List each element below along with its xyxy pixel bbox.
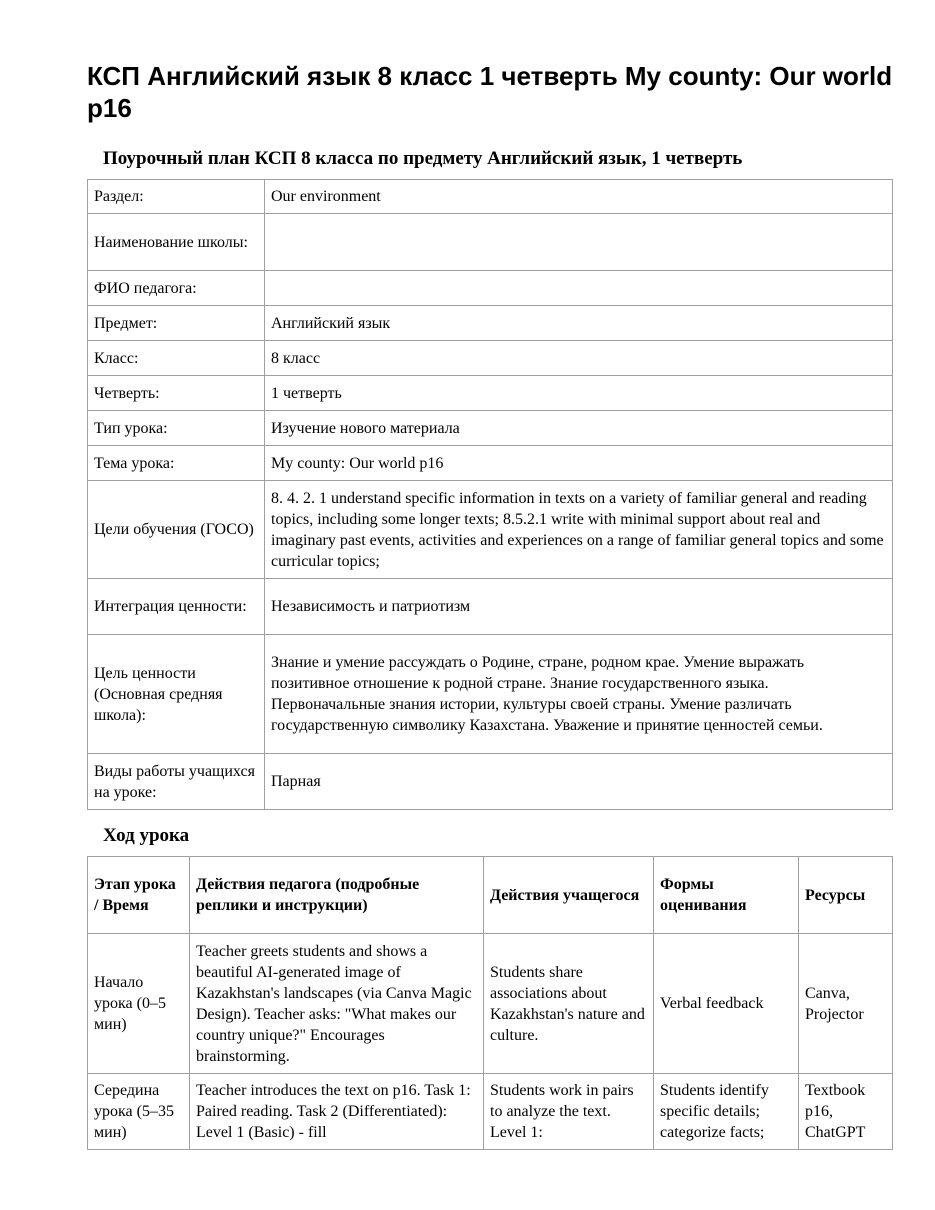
info-value: Изучение нового материала bbox=[265, 411, 893, 446]
info-key: Тип урока: bbox=[88, 411, 265, 446]
info-key: Предмет: bbox=[88, 306, 265, 341]
column-header: Действия учащегося bbox=[484, 857, 654, 934]
info-value: Независимость и патриотизм bbox=[265, 579, 893, 635]
table-row bbox=[88, 306, 893, 341]
info-value bbox=[265, 214, 893, 271]
table-cell: Canva, Projector bbox=[799, 934, 893, 1074]
table-cell: Середина урока (5–35 мин) bbox=[88, 1074, 190, 1150]
table-row bbox=[88, 446, 893, 481]
table-row bbox=[88, 376, 893, 411]
info-value: 8. 4. 2. 1 understand specific information in texts on a variety of familiar general and reading topics, including some longer texts; 8.5.2.1 write with minimal support about real and imaginary past events, activities and experiences on a range of familiar general topics and some curricular topics; bbox=[265, 481, 893, 579]
table-header-row bbox=[88, 857, 893, 934]
lesson-table bbox=[87, 856, 893, 1150]
document-title: КСП Английский язык 8 класс 1 четверть My county: Our world p16 bbox=[87, 61, 893, 123]
info-key: ФИО педагога: bbox=[88, 271, 265, 306]
table-row bbox=[88, 635, 893, 754]
table-row bbox=[88, 214, 893, 271]
info-value: Our environment bbox=[265, 180, 893, 214]
info-value bbox=[265, 271, 893, 306]
table-cell: Teacher greets students and shows a beautiful AI-generated image of Kazakhstan's landscapes (via Canva Magic Design). Teacher asks: "What makes our country unique?" Encourages brainstorming. bbox=[190, 934, 484, 1074]
table-row bbox=[88, 271, 893, 306]
table-row bbox=[88, 1074, 893, 1150]
column-header: Действия педагога (подробные реплики и инструкции) bbox=[190, 857, 484, 934]
table-row bbox=[88, 180, 893, 214]
info-key: Виды работы учащихся на уроке: bbox=[88, 754, 265, 810]
info-key: Цели обучения (ГОСО) bbox=[88, 481, 265, 579]
info-key: Тема урока: bbox=[88, 446, 265, 481]
table-cell: Verbal feedback bbox=[654, 934, 799, 1074]
table-row bbox=[88, 579, 893, 635]
info-table bbox=[87, 179, 893, 810]
info-key: Наименование школы: bbox=[88, 214, 265, 271]
column-header: Ресурсы bbox=[799, 857, 893, 934]
info-value: Английский язык bbox=[265, 306, 893, 341]
table-row bbox=[88, 754, 893, 810]
info-value: 8 класс bbox=[265, 341, 893, 376]
table-row bbox=[88, 934, 893, 1074]
info-value: My county: Our world p16 bbox=[265, 446, 893, 481]
table-cell: Students work in pairs to analyze the text. Level 1: bbox=[484, 1074, 654, 1150]
plan-subtitle: Поурочный план КСП 8 класса по предмету Английский язык, 1 четверть bbox=[103, 148, 743, 169]
column-header: Формы оценивания bbox=[654, 857, 799, 934]
info-key: Раздел: bbox=[88, 180, 265, 214]
info-value: 1 четверть bbox=[265, 376, 893, 411]
info-key: Четверть: bbox=[88, 376, 265, 411]
table-row bbox=[88, 481, 893, 579]
info-value: Знание и умение рассуждать о Родине, стране, родном крае. Умение выражать позитивное отношение к родной стране. Знание государственного языка. Первоначальные знания истории, культуры своей страны. Умение различать государственную символику Казахстана. Уважение и принятие ценностей семьи. bbox=[265, 635, 893, 754]
info-key: Интеграция ценности: bbox=[88, 579, 265, 635]
table-row bbox=[88, 411, 893, 446]
table-row bbox=[88, 341, 893, 376]
table-cell: Teacher introduces the text on p16. Task 1: Paired reading. Task 2 (Differentiated): Level 1 (Basic) - fill bbox=[190, 1074, 484, 1150]
table-cell: Students identify specific details; categorize facts; bbox=[654, 1074, 799, 1150]
lesson-progress-heading: Ход урока bbox=[103, 825, 190, 846]
info-key: Класс: bbox=[88, 341, 265, 376]
info-value: Парная bbox=[265, 754, 893, 810]
table-cell: Textbook p16, ChatGPT bbox=[799, 1074, 893, 1150]
info-key: Цель ценности (Основная средняя школа): bbox=[88, 635, 265, 754]
table-cell: Начало урока (0–5 мин) bbox=[88, 934, 190, 1074]
table-cell: Students share associations about Kazakhstan's nature and culture. bbox=[484, 934, 654, 1074]
column-header: Этап урока / Время bbox=[88, 857, 190, 934]
